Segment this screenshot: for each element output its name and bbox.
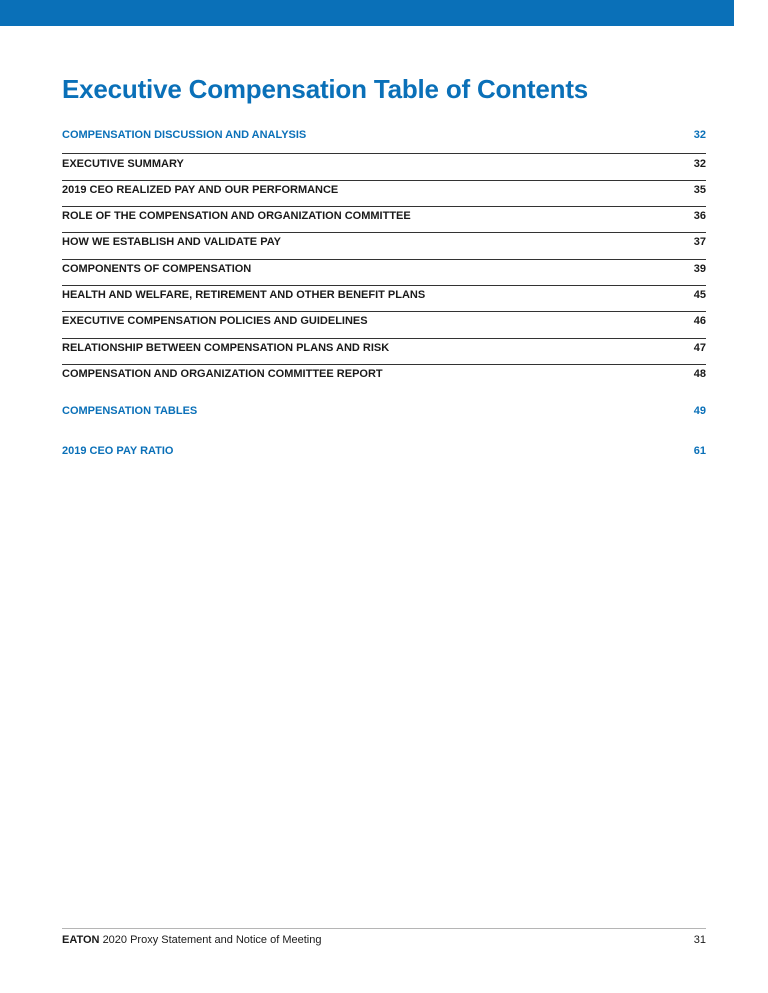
- toc-entry-executive-summary[interactable]: [62, 155, 706, 173]
- toc-entry-establish-validate-pay[interactable]: [62, 233, 706, 251]
- toc-entry-policies-guidelines[interactable]: [62, 312, 706, 330]
- toc-entry-label: 2019 CEO PAY RATIO: [62, 445, 174, 457]
- toc-entry-compensation-discussion[interactable]: [62, 126, 706, 144]
- toc-entry-committee-report[interactable]: [62, 365, 706, 383]
- toc-entry-page: 47: [693, 342, 706, 354]
- toc-entry-page: 61: [693, 445, 706, 457]
- toc-entry-page: 32: [693, 129, 706, 141]
- toc-entry-page: 35: [693, 184, 706, 196]
- footer-brand: EATON: [62, 934, 100, 946]
- toc-entry-page: 39: [693, 263, 706, 275]
- toc-entry-label: COMPENSATION TABLES: [62, 405, 198, 417]
- toc-entry-label: COMPENSATION AND ORGANIZATION COMMITTEE REPORT: [62, 368, 383, 380]
- toc-entry-label: COMPONENTS OF COMPENSATION: [62, 263, 252, 275]
- page-title: Executive Compensation Table of Contents: [62, 74, 589, 104]
- toc-entry-page: 45: [693, 289, 706, 301]
- toc-entry-page: 37: [693, 236, 706, 248]
- toc-entry-page: 48: [693, 368, 706, 380]
- toc-entry-components-of-compensation[interactable]: [62, 260, 706, 278]
- divider: [62, 153, 706, 154]
- toc-entry-page: 49: [693, 405, 706, 417]
- toc-entry-page: 36: [693, 210, 706, 222]
- toc-entry-label: 2019 CEO REALIZED PAY AND OUR PERFORMANCE: [62, 184, 339, 196]
- toc-entry-compensation-tables[interactable]: [62, 402, 706, 420]
- toc-entry-label: HOW WE ESTABLISH AND VALIDATE PAY: [62, 236, 281, 248]
- toc-entry-page: 46: [693, 315, 706, 327]
- header-bar: [0, 0, 734, 26]
- toc-entry-label: RELATIONSHIP BETWEEN COMPENSATION PLANS AND RISK: [62, 342, 390, 354]
- toc-entry-page: 32: [693, 158, 706, 170]
- toc-entry-ceo-realized-pay[interactable]: [62, 181, 706, 199]
- toc-entry-label: EXECUTIVE SUMMARY: [62, 158, 184, 170]
- toc-entry-ceo-pay-ratio[interactable]: [62, 442, 706, 460]
- toc-entry-health-welfare-retirement[interactable]: [62, 286, 706, 304]
- footer-page-number: 31: [693, 934, 706, 946]
- footer-title: [62, 934, 321, 946]
- toc-entry-label: HEALTH AND WELFARE, RETIREMENT AND OTHER BENEFIT PLANS: [62, 289, 426, 301]
- footer-doc-title: 2020 Proxy Statement and Notice of Meeting: [102, 934, 322, 946]
- toc-entry-label: COMPENSATION DISCUSSION AND ANALYSIS: [62, 129, 307, 141]
- footer-divider: [62, 928, 706, 929]
- page-footer: [62, 934, 706, 946]
- toc-entry-plans-and-risk[interactable]: [62, 339, 706, 357]
- toc-entry-label: ROLE OF THE COMPENSATION AND ORGANIZATION COMMITTEE: [62, 210, 411, 222]
- toc-entry-label: EXECUTIVE COMPENSATION POLICIES AND GUIDELINES: [62, 315, 368, 327]
- toc-entry-role-of-committee[interactable]: [62, 207, 706, 225]
